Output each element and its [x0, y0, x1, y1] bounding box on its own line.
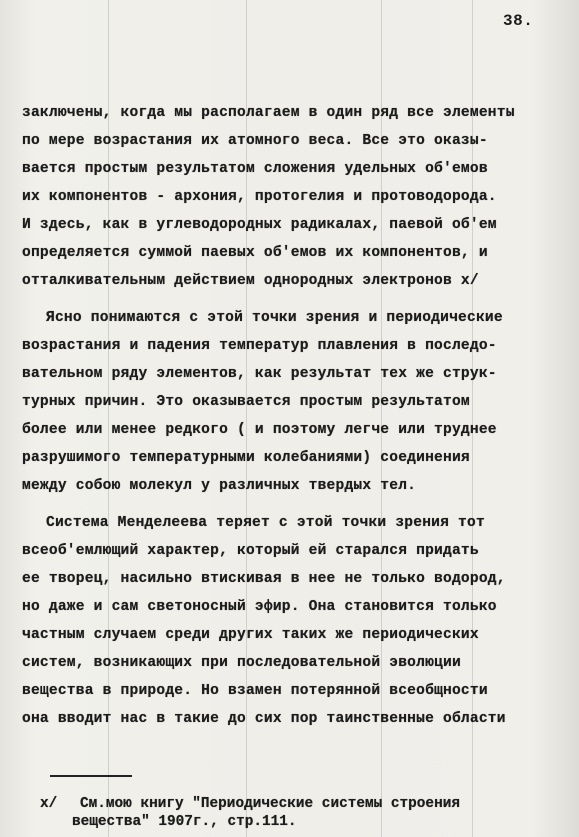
body-line: возрастания и падения температур плавления в последо- [22, 338, 497, 354]
footnote-line: См.мою книгу "Периодические системы строения [80, 796, 460, 812]
body-line: Система Менделеева теряет с этой точки зрения тот [46, 515, 485, 531]
footnote-line: вещества" 1907г., стр.111. [72, 814, 297, 830]
page-number: 38. [503, 12, 534, 30]
body-line: отталкивательным действием однородных электронов х/ [22, 273, 479, 289]
footnote-marker: х/ [40, 796, 58, 812]
body-line: определяется суммой паевых об'емов их компонентов, и [22, 245, 488, 261]
body-line: всеоб'емлющий характер, который ей старался придать [22, 543, 479, 559]
body-line: она вводит нас в такие до сих пор таинственные области [22, 711, 506, 727]
body-line: систем, возникающих при последовательной эволюции [22, 655, 461, 671]
body-line: по мере возрастания их атомного веса. Все это оказы- [22, 133, 488, 149]
body-line: более или менее редкого ( и поэтому легче или труднее [22, 422, 497, 438]
body-line: заключены, когда мы располагаем в один ряд все элементы [22, 105, 515, 121]
footnote-separator [50, 775, 132, 777]
body-line: турных причин. Это оказывается простым результатом [22, 394, 470, 410]
body-line: но даже и сам светоносный эфир. Она становится только [22, 599, 497, 615]
body-line: вается простым результатом сложения удельных об'емов [22, 161, 488, 177]
body-line: вещества в природе. Но взамен потерянной всеобщности [22, 683, 488, 699]
body-line: их компонентов - архония, протогелия и протоводорода. [22, 189, 497, 205]
body-line: частным случаем среди других таких же периодических [22, 627, 479, 643]
body-line: вательном ряду элементов, как результат тех же струк- [22, 366, 497, 382]
body-line: Ясно понимаются с этой точки зрения и периодические [46, 310, 503, 326]
body-line: И здесь, как в углеводородных радикалах, паевой об'ем [22, 217, 497, 233]
body-line: между собою молекул у различных твердых тел. [22, 478, 417, 494]
body-line: ее творец, насильно втискивая в нее не только водород, [22, 571, 506, 587]
body-line: разрушимого температурными колебаниями) соединения [22, 450, 470, 466]
